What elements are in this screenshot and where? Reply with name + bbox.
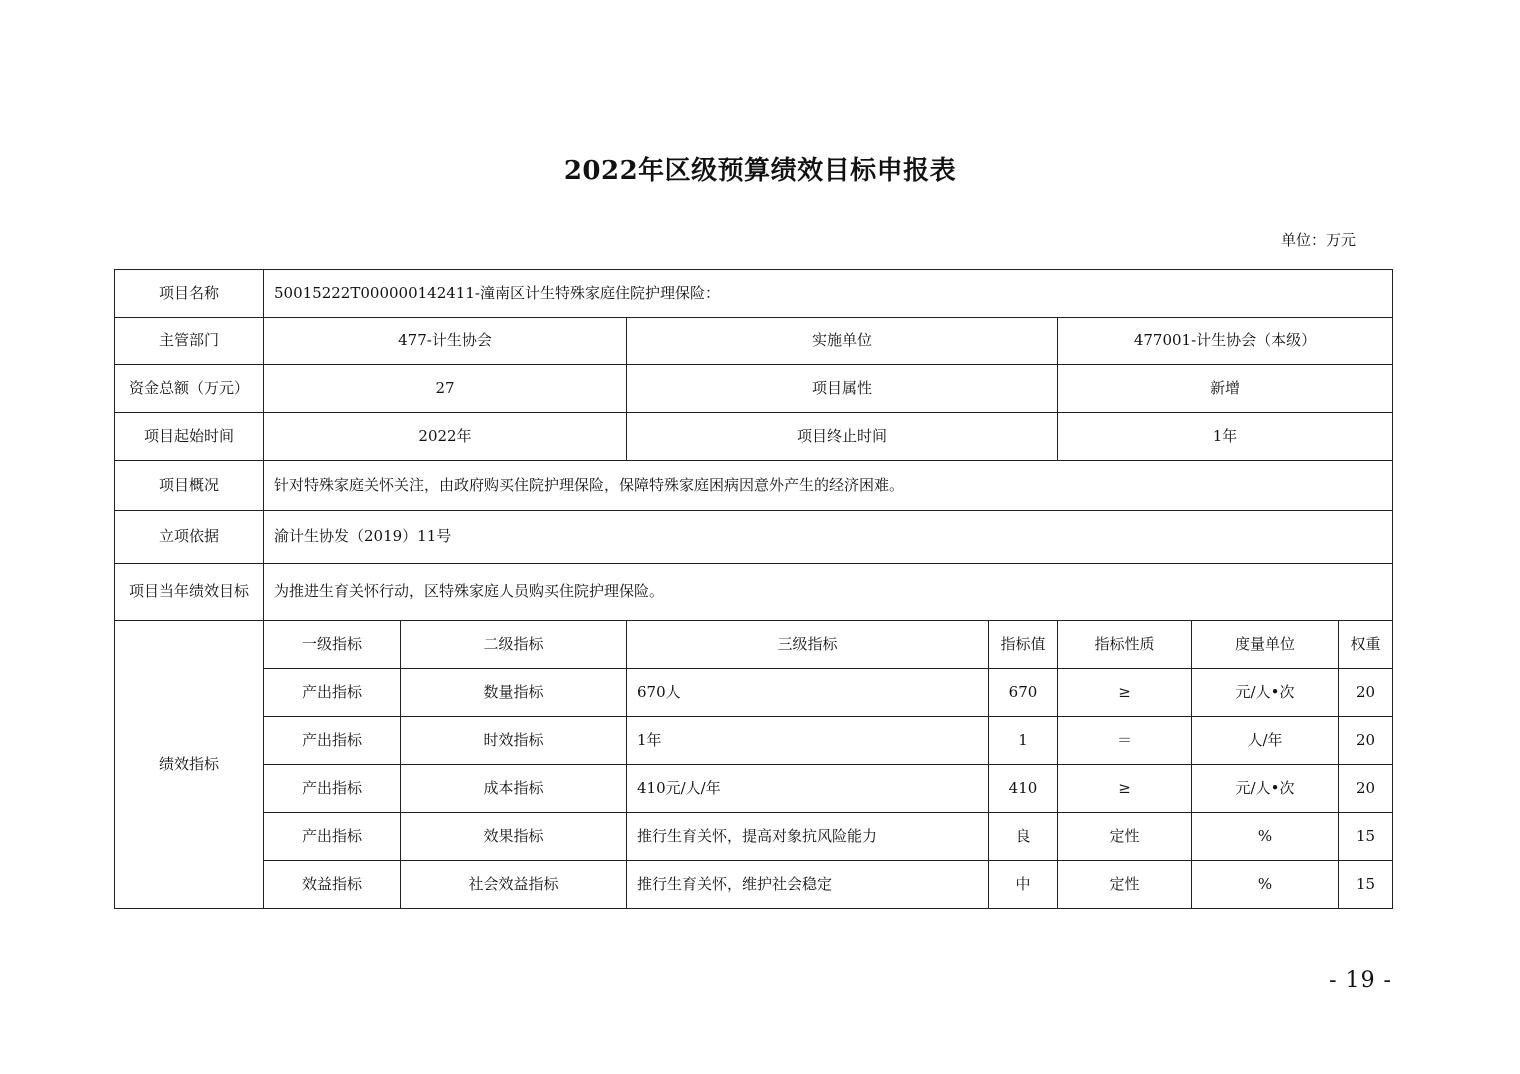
measure-unit-cell: 元/人•次	[1192, 765, 1339, 813]
level2-cell: 效果指标	[401, 813, 627, 861]
weight-cell: 20	[1339, 669, 1393, 717]
header-level2: 二级指标	[401, 621, 627, 669]
value-cell: 中	[989, 861, 1058, 909]
level1-cell: 产出指标	[264, 765, 401, 813]
time-row	[115, 413, 1393, 461]
project-attr-label: 项目属性	[627, 365, 1058, 413]
project-name-label: 项目名称	[115, 270, 264, 318]
project-name-row	[115, 270, 1393, 318]
page-number: - 19 -	[1329, 968, 1392, 993]
goal-row	[115, 564, 1393, 621]
table-row	[115, 813, 1393, 861]
weight-cell: 15	[1339, 861, 1393, 909]
level1-cell: 产出指标	[264, 669, 401, 717]
start-time-label: 项目起始时间	[115, 413, 264, 461]
nature-cell: ≥	[1058, 669, 1192, 717]
nature-cell: 定性	[1058, 813, 1192, 861]
goal-label: 项目当年绩效目标	[115, 564, 264, 621]
value-cell: 良	[989, 813, 1058, 861]
end-time-value: 1年	[1058, 413, 1393, 461]
indicators-section-label: 绩效指标	[115, 621, 264, 909]
level1-cell: 产出指标	[264, 813, 401, 861]
department-row	[115, 318, 1393, 365]
measure-unit-cell: 元/人•次	[1192, 669, 1339, 717]
header-measure-unit: 度量单位	[1192, 621, 1339, 669]
fund-total-value: 27	[264, 365, 627, 413]
weight-cell: 15	[1339, 813, 1393, 861]
level2-cell: 成本指标	[401, 765, 627, 813]
level3-cell: 推行生育关怀，维护社会稳定	[627, 861, 989, 909]
header-level1: 一级指标	[264, 621, 401, 669]
fund-total-label: 资金总额（万元）	[115, 365, 264, 413]
project-name-value: 50015222T000000142411-潼南区计生特殊家庭住院护理保险：	[264, 270, 1393, 318]
measure-unit-cell: %	[1192, 813, 1339, 861]
impl-unit-label: 实施单位	[627, 318, 1058, 365]
level2-cell: 数量指标	[401, 669, 627, 717]
basis-row	[115, 511, 1393, 564]
table-row	[115, 717, 1393, 765]
value-cell: 1	[989, 717, 1058, 765]
header-value: 指标值	[989, 621, 1058, 669]
level3-cell: 1年	[627, 717, 989, 765]
dept-value: 477-计生协会	[264, 318, 627, 365]
header-level3: 三级指标	[627, 621, 989, 669]
impl-unit-value: 477001-计生协会（本级）	[1058, 318, 1393, 365]
weight-cell: 20	[1339, 765, 1393, 813]
overview-row	[115, 461, 1393, 511]
goal-value: 为推进生育关怀行动，区特殊家庭人员购买住院护理保险。	[264, 564, 1393, 621]
nature-cell: 定性	[1058, 861, 1192, 909]
table-row	[115, 765, 1393, 813]
level2-cell: 社会效益指标	[401, 861, 627, 909]
measure-unit-cell: 人/年	[1192, 717, 1339, 765]
fund-row	[115, 365, 1393, 413]
table-row	[115, 861, 1393, 909]
value-cell: 410	[989, 765, 1058, 813]
table-row	[115, 669, 1393, 717]
level3-cell: 410元/人/年	[627, 765, 989, 813]
basis-value: 渝计生协发（2019）11号	[264, 511, 1393, 564]
level3-cell: 670人	[627, 669, 989, 717]
project-attr-value: 新增	[1058, 365, 1393, 413]
page-title: 2022年区级预算绩效目标申报表	[563, 156, 957, 186]
unit-label: 单位：万元	[1280, 231, 1356, 249]
overview-value: 针对特殊家庭关怀关注，由政府购买住院护理保险，保障特殊家庭困病因意外产生的经济困难。	[264, 461, 1393, 511]
level1-cell: 产出指标	[264, 717, 401, 765]
start-time-value: 2022年	[264, 413, 627, 461]
level3-cell: 推行生育关怀，提高对象抗风险能力	[627, 813, 989, 861]
nature-cell: ＝	[1058, 717, 1192, 765]
value-cell: 670	[989, 669, 1058, 717]
dept-label: 主管部门	[115, 318, 264, 365]
level1-cell: 效益指标	[264, 861, 401, 909]
basis-label: 立项依据	[115, 511, 264, 564]
nature-cell: ≥	[1058, 765, 1192, 813]
level2-cell: 时效指标	[401, 717, 627, 765]
overview-label: 项目概况	[115, 461, 264, 511]
weight-cell: 20	[1339, 717, 1393, 765]
indicator-header-row	[115, 621, 1393, 669]
end-time-label: 项目终止时间	[627, 413, 1058, 461]
header-nature: 指标性质	[1058, 621, 1192, 669]
measure-unit-cell: %	[1192, 861, 1339, 909]
header-weight: 权重	[1339, 621, 1393, 669]
budget-performance-table	[114, 269, 1393, 909]
